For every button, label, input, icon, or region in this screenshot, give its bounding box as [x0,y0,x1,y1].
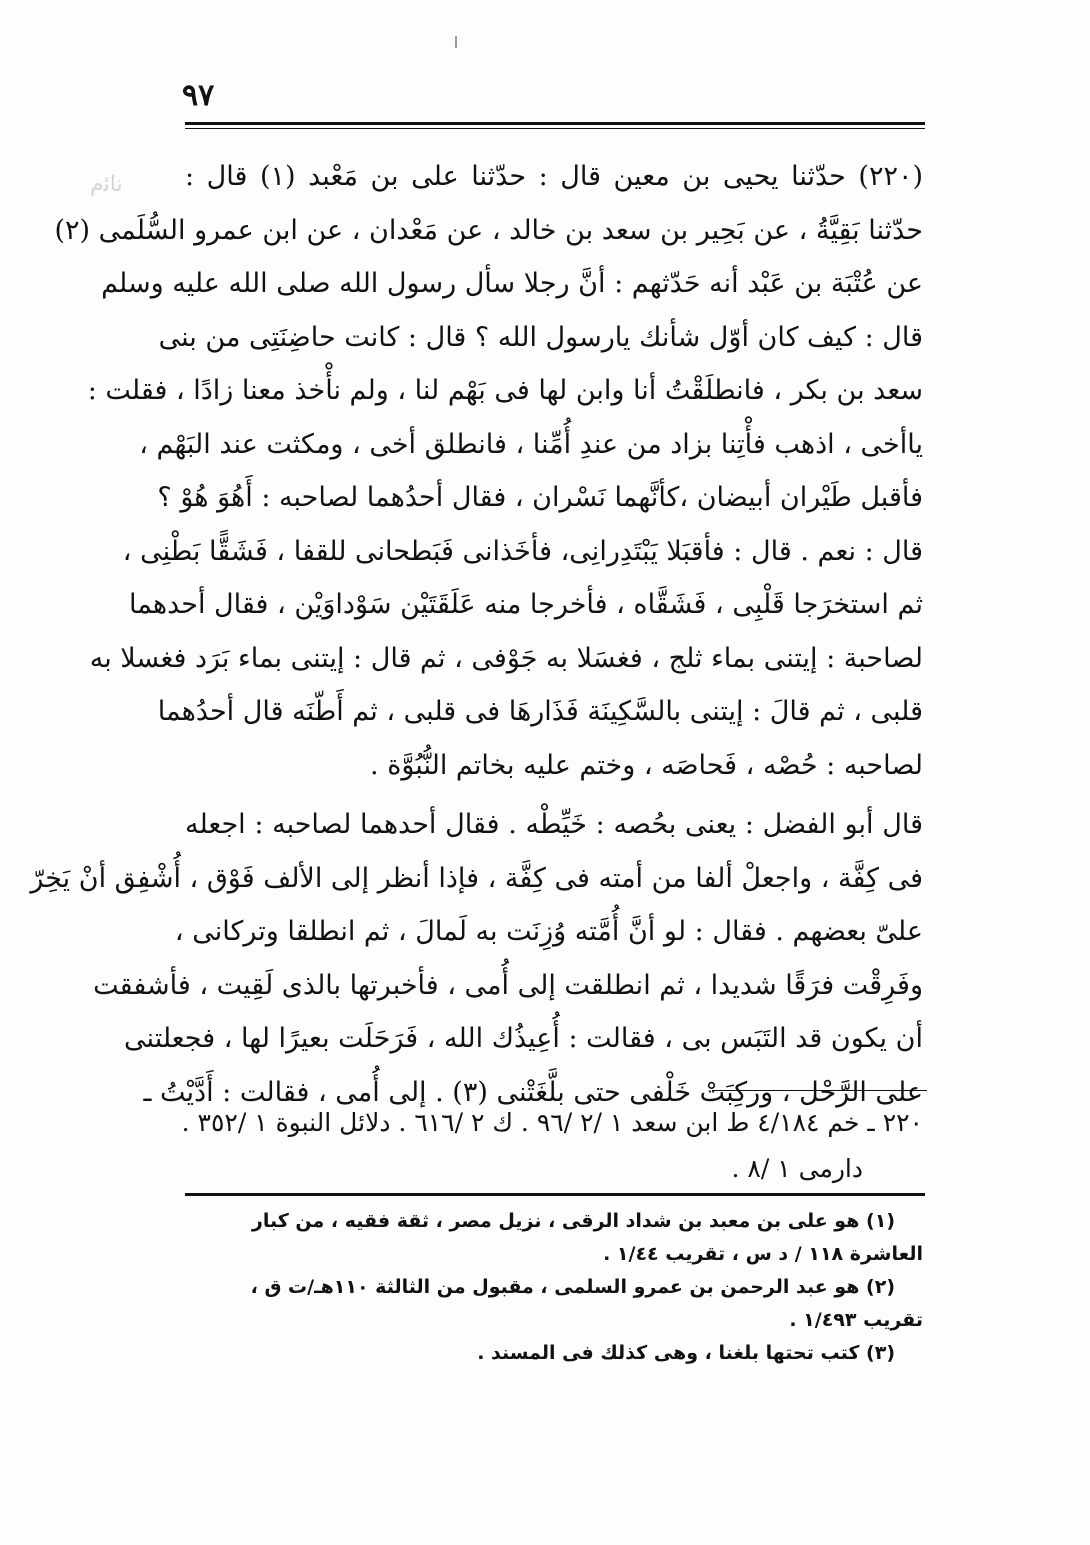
body-line: قال : كيف كان أوّل شأنك يارسول الله ؟ قال : كانت حاضِنَتِى من بنى [158,321,923,353]
sources-line: ٢٢٠ ـ خم ٤/١٨٤ ط ابن سعد ١ /٢ /٩٦ . ك ٢ /٦١٦ . دلائل النبوة ١ /٣٥٢ . [181,1108,923,1137]
footnote-line: (٣) كتب تحتها بلغنا ، وهى كذلك فى المسند . [477,1342,895,1364]
body-line: على الرَّحْل ، وركِبَتْ خَلْفى حتى بلَّغَتْنى (٣) . إلى أُمى ، فقالت : أَدَّيْتُ ـ [143,1076,923,1108]
scan-mark [455,36,457,48]
body-line: عن عُتْبَة بن عَبْد أنه حَدّثهم : أنَّ رجلا سأل رسول الله صلى الله عليه وسلم [101,268,923,299]
bleed-through-text: ﻧﺎﺋﻡ [90,172,123,197]
header-rule [185,122,925,125]
body-line: ياأخى ، اذهب فأْتِنا بزاد من عندِ أُمِّنا ، فانطلق أخى ، ومكثت عند البَهْم ، [139,428,923,460]
body-line: حدّثنا بَقِيَّةُ ، عن بَحِير بن سعد بن خالد ، عن مَعْدان ، عن ابن عمرو السُّلَمى (٢) [54,214,923,246]
page-number: ٩٧ [182,78,215,113]
body-line: قال أبو الفضل : يعنى بحُصه : خَيِّطْه . فقال أحدهما لصاحبه : اجعله [185,809,923,840]
sources-line: دارمى ١ /٨ . [731,1154,863,1183]
body-line: لصاحبة : إيتنى بماء ثلج ، فغسَلا به جَوْفى ، ثم قال : إيتنى بماء بَرَد فغسلا به [89,642,923,674]
body-line: (٢٢٠) حدّثنا يحيى بن معين قال : حدّثنا على بن مَعْبد (١) قال : [185,161,924,192]
body-line: أن يكون قد التَبَس بى ، فقالت : أُعِيذُك الله ، فَرَحَلَت بعيرًا لها ، فجعلتنى [124,1023,923,1054]
body-line: فى كِفَّة ، واجعلْ ألفا من أمته فى كِفَّة ، فإذا أنظر إلى الألف فَوْق ، أُشْفِق أنْ يَخِرّ [30,862,923,894]
footnotes-block [185,1205,923,1370]
footnote-rule [185,1193,925,1196]
header-rule-thin [185,128,925,129]
footnote-line: (١) هو على بن معبد بن شداد الرقى ، نزيل مصر ، ثقة فقيه ، من كبار [251,1210,895,1232]
body-line: ثم استخرَجا قَلْبِى ، فَشَقَّاه ، فأخرجا منه عَلَقَتَيْن سَوْداوَيْن ، فقال أحدهما [129,589,923,620]
body-line: قال : نعم . قال : فأقبَلا يَبْتَدِرانِى، فأخَذانى فَبَطحانى للقفا ، فَشَقًّا بَطْنِى ، [122,535,923,567]
footnote-line: (٢) هو عبد الرحمن بن عمرو السلمى ، مقبول من الثالثة ١١٠هـ/ت ق ، [250,1276,895,1298]
sources-block [181,1100,923,1192]
footnote-line: العاشرة ١١٨ / د س ، تقريب ١/٤٤ . [603,1243,923,1265]
body-line: سعد بن بكر ، فانطلَقْتُ أنا وابن لها فى بَهْم لنا ، ولم نأْخذ معنا زادًا ، فقلت : [87,375,923,406]
body-line: قلبى ، ثم قالَ : إيتنى بالسَّكِينَة فَذَارهَا فى قلبى ، ثم أَطّنَه قال أحدُهما [157,696,923,727]
sources-rule [712,1090,927,1091]
body-line: لصاحبه : حُصْه ، فَحاصَه ، وختم عليه بخاتم النُّبُوَّة . [370,749,923,781]
body-line: فأقبل طَيْران أبيضان ،كأنَّهما نَسْران ، فقال أحدُهما لصاحبه : أَهُوَ هُوْ ؟ [157,482,923,513]
footnote-line: تقريب ١/٤٩٣ . [789,1309,923,1331]
body-line: علىّ بعضهم . فقال : لو أنَّ أُمَّته وُزِنَت به لَمالَ ، ثم انطلقا وتركانى ، [174,916,923,947]
body-line: وفَرِقْت فرَقًا شديدا ، ثم انطلقت إلى أُمى ، فأخبرتها بالذى لَقِيت ، فأشفقت [93,969,923,1001]
